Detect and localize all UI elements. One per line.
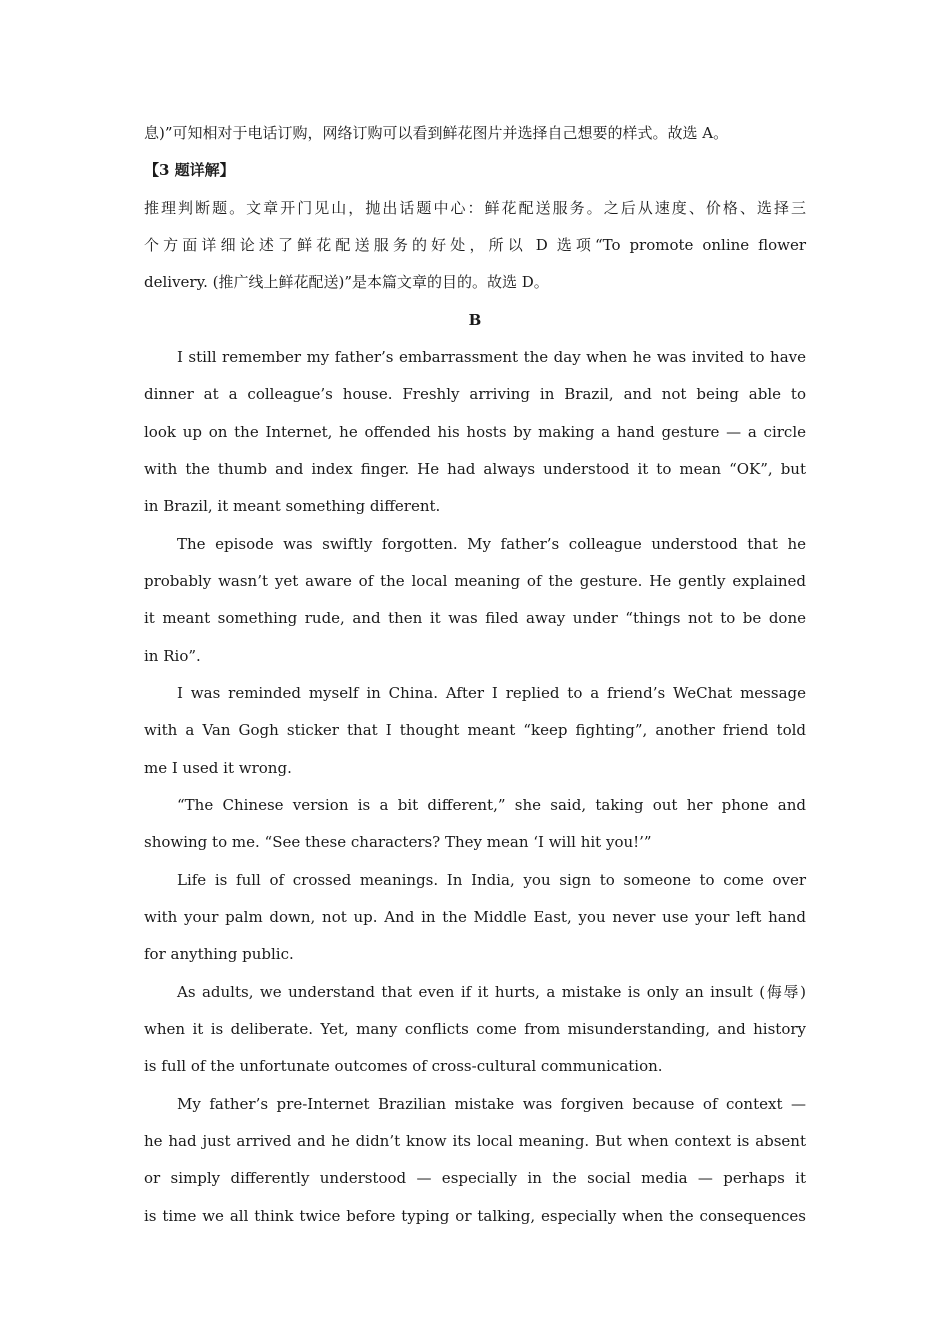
- paragraph-line: with the thumb and index finger. He had always understood it to mean “OK”, but: [144, 460, 806, 478]
- paragraph-line: I was reminded myself in China. After I replied to a friend’s WeChat message: [177, 684, 806, 702]
- paragraph-line: dinner at a colleague’s house. Freshly arriving in Brazil, and not being able to: [144, 385, 806, 403]
- paragraph-line: or simply differently understood — especially in the social media — perhaps it: [144, 1169, 806, 1187]
- paragraph-line: “The Chinese version is a bit different,” she said, taking out her phone and: [177, 796, 806, 814]
- question-3-explanation-line-1: 推理判断题。文章开门见山，抛出话题中心：鲜花配送服务。之后从速度、价格、选择三: [144, 199, 806, 217]
- paragraph-line: in Brazil, it meant something different.: [144, 497, 441, 515]
- paragraph-line: The episode was swiftly forgotten. My father’s colleague understood that he: [177, 535, 806, 553]
- paragraph-line: me I used it wrong.: [144, 759, 292, 777]
- answer-2-conclusion-line: 息)”可知相对于电话订购，网络订购可以看到鲜花图片并选择自己想要的样式。故选 A。: [144, 124, 729, 142]
- paragraph-line: for anything public.: [144, 945, 294, 963]
- question-3-explanation-line-2: 个方面详细论述了鲜花配送服务的好处，所以 D 选项“To promote online flower: [144, 236, 806, 254]
- question-3-explanation-line-3: delivery. (推广线上鲜花配送)”是本篇文章的目的。故选 D。: [144, 273, 549, 291]
- paragraph-line: with a Van Gogh sticker that I thought meant “keep fighting”, another friend told: [144, 721, 806, 739]
- paragraph-line: look up on the Internet, he offended his hosts by making a hand gesture — a circle: [144, 423, 806, 441]
- paragraph-line: probably wasn’t yet aware of the local meaning of the gesture. He gently explained: [144, 572, 806, 590]
- paragraph-line: As adults, we understand that even if it hurts, a mistake is only an insult (侮辱): [177, 983, 806, 1001]
- paragraph-line: in Rio”.: [144, 647, 201, 665]
- paragraph-line: I still remember my father’s embarrassment the day when he was invited to have: [177, 348, 806, 366]
- paragraph-line: is time we all think twice before typing or talking, especially when the consequences: [144, 1207, 806, 1225]
- paragraph-line: it meant something rude, and then it was filed away under “things not to be done: [144, 609, 806, 627]
- paragraph-line: showing to me. “See these characters? They mean ‘I will hit you!’”: [144, 833, 652, 851]
- paragraph-line: when it is deliberate. Yet, many conflicts come from misunderstanding, and history: [144, 1020, 806, 1038]
- paragraph-line: Life is full of crossed meanings. In India, you sign to someone to come over: [177, 871, 806, 889]
- paragraph-line: My father’s pre-Internet Brazilian mistake was forgiven because of context —: [177, 1095, 806, 1113]
- paragraph-line: is full of the unfortunate outcomes of cross-cultural communication.: [144, 1057, 663, 1075]
- question-3-heading: 【3 题详解】: [144, 161, 235, 179]
- section-b-heading: B: [468, 311, 482, 329]
- paragraph-line: he had just arrived and he didn’t know its local meaning. But when context is absent: [144, 1132, 806, 1150]
- paragraph-line: with your palm down, not up. And in the Middle East, you never use your left hand: [144, 908, 806, 926]
